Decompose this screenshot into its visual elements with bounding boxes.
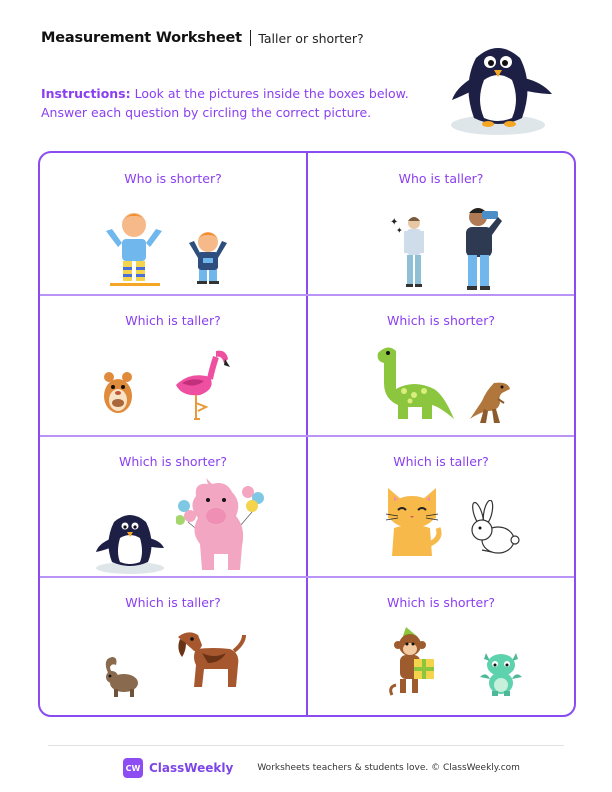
svg-text:✦: ✦ xyxy=(396,226,403,235)
worksheet-title: Measurement Worksheet xyxy=(41,30,242,46)
question-cell-1 xyxy=(40,153,306,294)
question-grid xyxy=(38,151,576,717)
rabbit-picture[interactable] xyxy=(464,500,520,556)
question-cell-3 xyxy=(40,295,306,436)
short-boy-picture[interactable] xyxy=(188,229,228,285)
instructions xyxy=(41,84,421,122)
lemur-picture[interactable] xyxy=(102,653,142,697)
pink-elephant-with-balloons-picture[interactable] xyxy=(176,476,266,574)
question-text: Which is taller? xyxy=(125,313,221,328)
worksheet-subtitle: Taller or shorter? xyxy=(258,30,364,46)
svg-text:✦: ✦ xyxy=(390,217,399,228)
man-with-binoculars-picture[interactable] xyxy=(458,205,508,291)
question-text: Which is shorter? xyxy=(386,595,496,610)
question-cell-5 xyxy=(40,436,306,577)
tall-boy-picture[interactable] xyxy=(104,209,164,287)
cat-picture[interactable] xyxy=(382,484,442,560)
question-text: Who is taller? xyxy=(398,171,484,186)
green-dinosaur-picture[interactable] xyxy=(374,343,456,425)
thin-man-picture[interactable] xyxy=(390,213,430,289)
question-text: Who is shorter? xyxy=(124,171,222,186)
hamster-picture[interactable] xyxy=(102,369,134,415)
instructions-line-2: Answer each question by circling the correct picture. xyxy=(41,105,372,120)
footer-tagline: Worksheets teachers & students love. © ClassWeekly.com xyxy=(257,763,520,773)
question-cell-8 xyxy=(308,577,574,717)
brand-name: ClassWeekly xyxy=(149,761,234,775)
title-divider xyxy=(250,30,252,46)
penguin-illustration xyxy=(448,40,558,140)
classweekly-logo-icon: CW xyxy=(123,758,143,778)
penguin-picture[interactable] xyxy=(94,512,166,574)
footer xyxy=(123,758,520,778)
instructions-label: Instructions: xyxy=(41,86,131,101)
question-cell-6 xyxy=(308,436,574,577)
question-cell-4 xyxy=(308,295,574,436)
question-text: Which is shorter? xyxy=(118,454,228,469)
flamingo-picture[interactable] xyxy=(170,345,232,421)
question-cell-2 xyxy=(308,153,574,294)
question-text: Which is taller? xyxy=(125,595,221,610)
baby-dragon-picture[interactable] xyxy=(476,647,526,697)
question-cell-7 xyxy=(40,577,306,717)
instructions-line-1: Look at the pictures inside the boxes below. xyxy=(134,86,409,101)
dog-picture[interactable] xyxy=(174,629,246,691)
question-text: Which is taller? xyxy=(393,454,489,469)
monkey-with-gift-picture[interactable] xyxy=(388,625,444,697)
footer-divider xyxy=(48,745,564,746)
worksheet-header xyxy=(41,28,364,48)
t-rex-picture[interactable] xyxy=(468,379,512,425)
question-text: Which is shorter? xyxy=(386,313,496,328)
